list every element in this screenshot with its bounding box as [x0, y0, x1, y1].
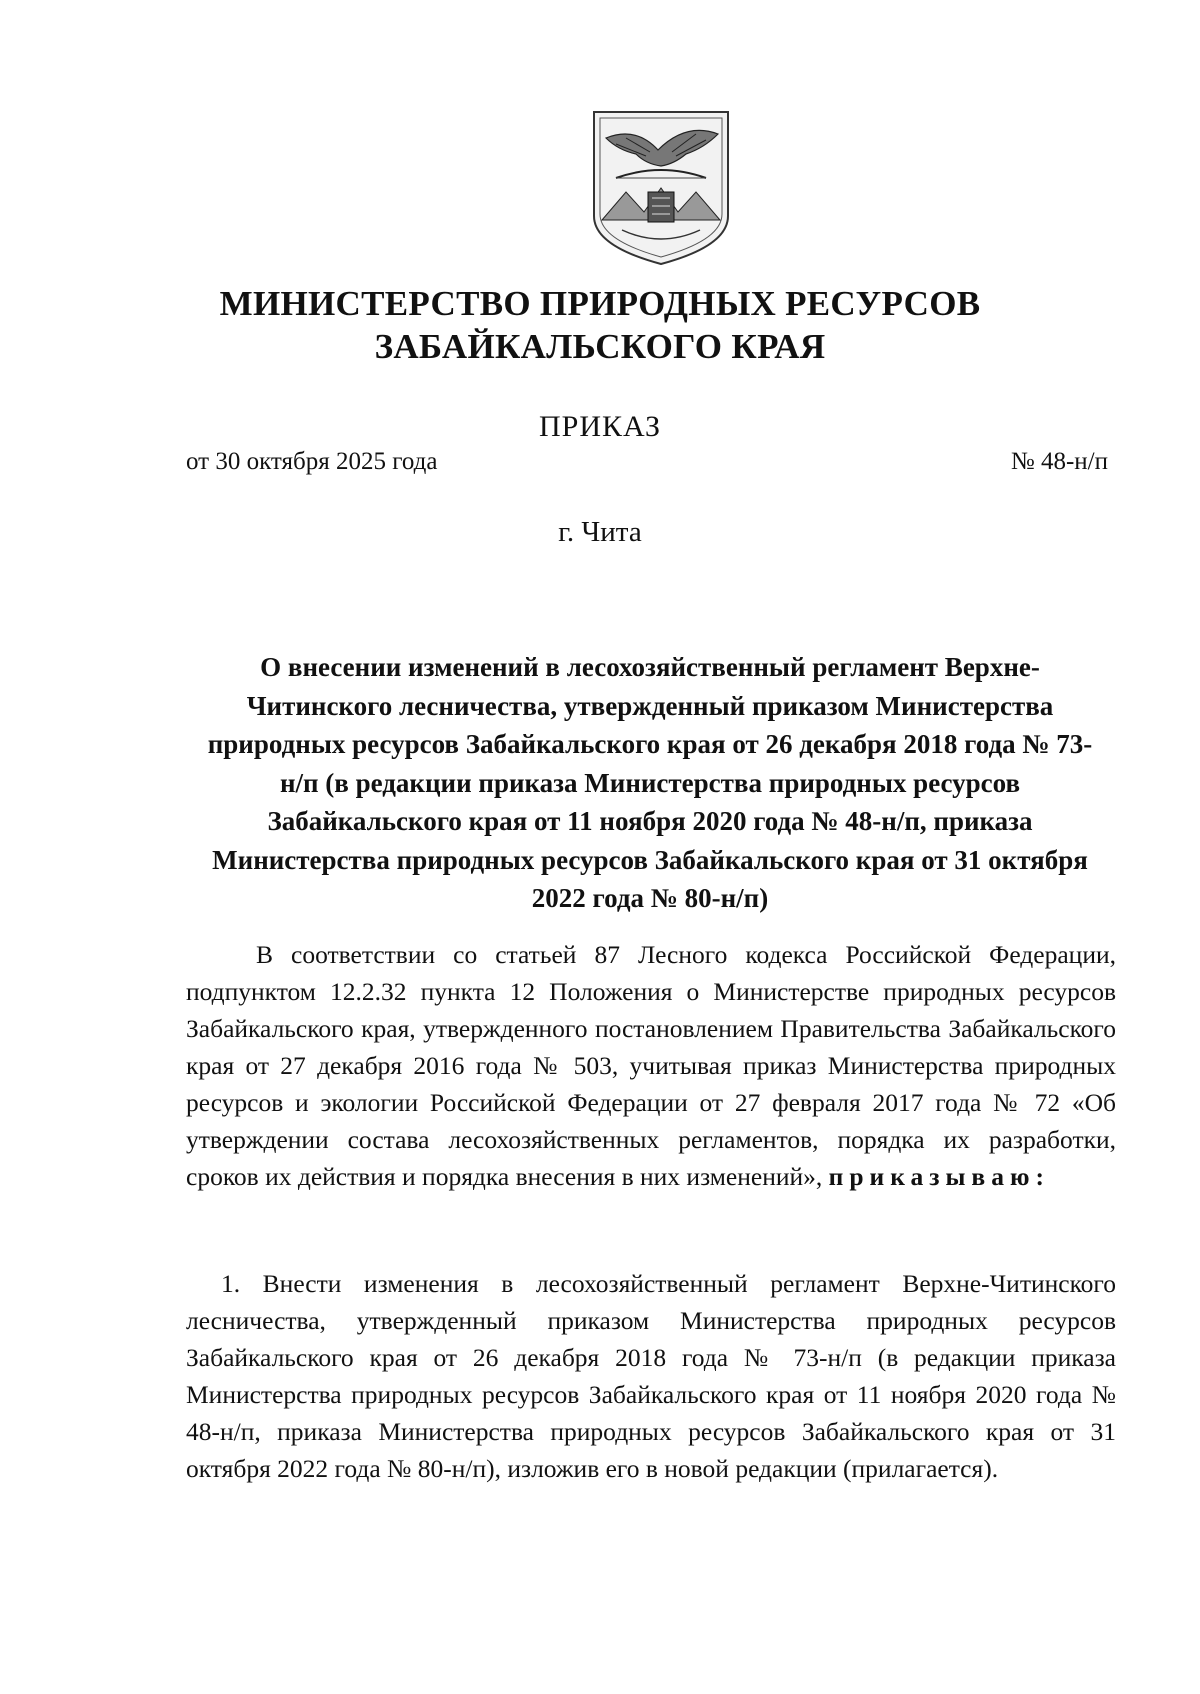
title-line: Читинского лесничества, утвержденный приказом Министерства [246, 690, 1054, 721]
document-date: от 30 октября 2025 года [186, 448, 438, 475]
title-line: 2022 года № 80-н/п) [531, 883, 769, 913]
ministry-name-line-1: МИНИСТЕРСТВО ПРИРОДНЫХ РЕСУРСОВ [219, 284, 981, 323]
document-title [180, 648, 1120, 918]
ministry-name [0, 282, 1200, 368]
preamble-text: В соответствии со статьей 87 Лесного кодекса Российской Федерации, подпунктом 12.2.32 пункта 12 Положения о Министерстве природных ресурсов Забайкальского края, утвержденного постановлением Правительства Забайкальского края от 27 декабря 2016 года № 503, учитывая приказ Министерства природных ресурсов и экологии Российской Федерации от 27 февраля 2017 года № 72 «Об утверждении состава лесохозяйственных регламентов, порядка их разработки, сроков их действия и порядка внесения в них изменений», [186, 940, 1116, 1191]
coat-of-arms-emblem [586, 108, 736, 268]
title-line: Забайкальского края от 11 ноября 2020 года № 48-н/п, приказа [267, 806, 1033, 836]
document-type: ПРИКАЗ [539, 410, 661, 443]
ministry-name-line-2: ЗАБАЙКАЛЬСКОГО КРАЯ [374, 327, 826, 366]
decree-word: приказываю: [828, 1162, 1050, 1191]
document-number: № 48-н/п [1010, 448, 1108, 475]
title-line: Министерства природных ресурсов Забайкальского края от 31 октября [212, 844, 1088, 875]
title-line: природных ресурсов Забайкальского края от 26 декабря 2018 года № 73- [207, 729, 1093, 759]
document-city: г. Чита [558, 516, 642, 548]
item-1-paragraph: 1. Внести изменения в лесохозяйственный регламент Верхне-Читинского лесничества, утвержденный приказом Министерства природных ресурсов Забайкальского края от 26 декабря 2018 года № 73-н/п (в редакции приказа Министерства природных ресурсов Забайкальского края от 11 ноября 2020 года № 48-н/п, приказа Министерства природных ресурсов Забайкальского края от 31 октября 2022 года № 80-н/п), изложив его в новой редакции (прилагается). [186, 1269, 1116, 1483]
preamble-paragraph [186, 936, 1116, 1195]
title-line: О внесении изменений в лесохозяйственный регламент Верхне- [260, 652, 1040, 682]
title-line: н/п (в редакции приказа Министерства природных ресурсов [279, 767, 1021, 798]
